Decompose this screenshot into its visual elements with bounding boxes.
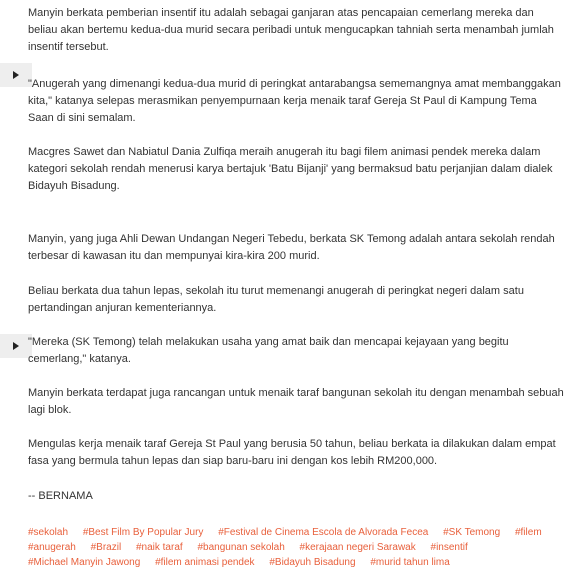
tag-link[interactable]: #murid tahun lima [370,557,450,568]
tag-link[interactable]: #kerajaan negeri Sarawak [299,542,416,553]
article-paragraph: Manyin berkata terdapat juga rancangan untuk menaik taraf bangunan sekolah itu dengan menambah sebuah lagi blok. [28,387,564,416]
article-paragraph: "Anugerah yang dimenangi kedua-dua murid di peringkat antarabangsa sememangnya amat membanggakan kita," katanya selepas merasmikan penyempurnaan kerja menaik taraf Gereja St Paul di Kampung Tema Saan di sini semalam. [28,78,561,124]
tag-link[interactable]: #insentif [430,542,468,553]
article-paragraph: Macgres Sawet dan Nabiatul Dania Zulfiqa meraih anugerah itu bagi filem animasi pendek mereka dalam kategori sekolah rendah menerusi karya bertajuk 'Batu Bijanji' yang bermaksud batu perjanjian dalam dialek Bidayuh Bisadung. [28,146,553,192]
tag-link[interactable]: #Bidayuh Bisadung [269,557,356,568]
tag-link[interactable]: #anugerah [28,542,76,553]
tag-link[interactable]: #filem [514,527,542,538]
article-byline: -- BERNAMA [28,490,93,502]
tag-list [28,525,558,570]
tag-link[interactable]: #Michael Manyin Jawong [28,557,141,568]
article-paragraph: Manyin, yang juga Ahli Dewan Undangan Negeri Tebedu, berkata SK Temong adalah antara sekolah rendah terbesar di kawasan itu dan mempunyai kira-kira 200 murid. [28,233,555,262]
article-paragraph: Manyin berkata pemberian insentif itu adalah sebagai ganjaran atas pencapaian cemerlang mereka dan beliau akan bertemu kedua-dua murid secara peribadi untuk mengucapkan tahniah serta menambah jumlah insentif tersebut. [28,7,554,53]
tag-link[interactable]: #bangunan sekolah [197,542,285,553]
tag-link[interactable]: #naik taraf [135,542,183,553]
article-paragraph: "Mereka (SK Temong) telah melakukan usaha yang amat baik dan mencapai kejayaan yang begitu cemerlang," katanya. [28,336,509,365]
tag-link[interactable]: #SK Temong [443,527,501,538]
tag-link[interactable]: #Brazil [90,542,122,553]
tag-link[interactable]: #Festival de Cinema Escola de Alvorada Fecea [218,527,429,538]
play-icon [12,71,20,79]
play-icon [12,342,20,350]
article-paragraph: Mengulas kerja menaik taraf Gereja St Paul yang berusia 50 tahun, beliau berkata ia dilakukan dalam empat fasa yang bermula tahun lepas dan siap baru-baru ini dengan kos lebih RM200,000. [28,438,556,467]
article-paragraph: Beliau berkata dua tahun lepas, sekolah itu turut memenangi anugerah di peringkat negeri dalam satu pertandingan anjuran kementeriannya. [28,285,524,314]
tag-link[interactable]: #sekolah [28,527,69,538]
tag-link[interactable]: #Best Film By Popular Jury [82,527,204,538]
tag-link[interactable]: #filem animasi pendek [155,557,255,568]
